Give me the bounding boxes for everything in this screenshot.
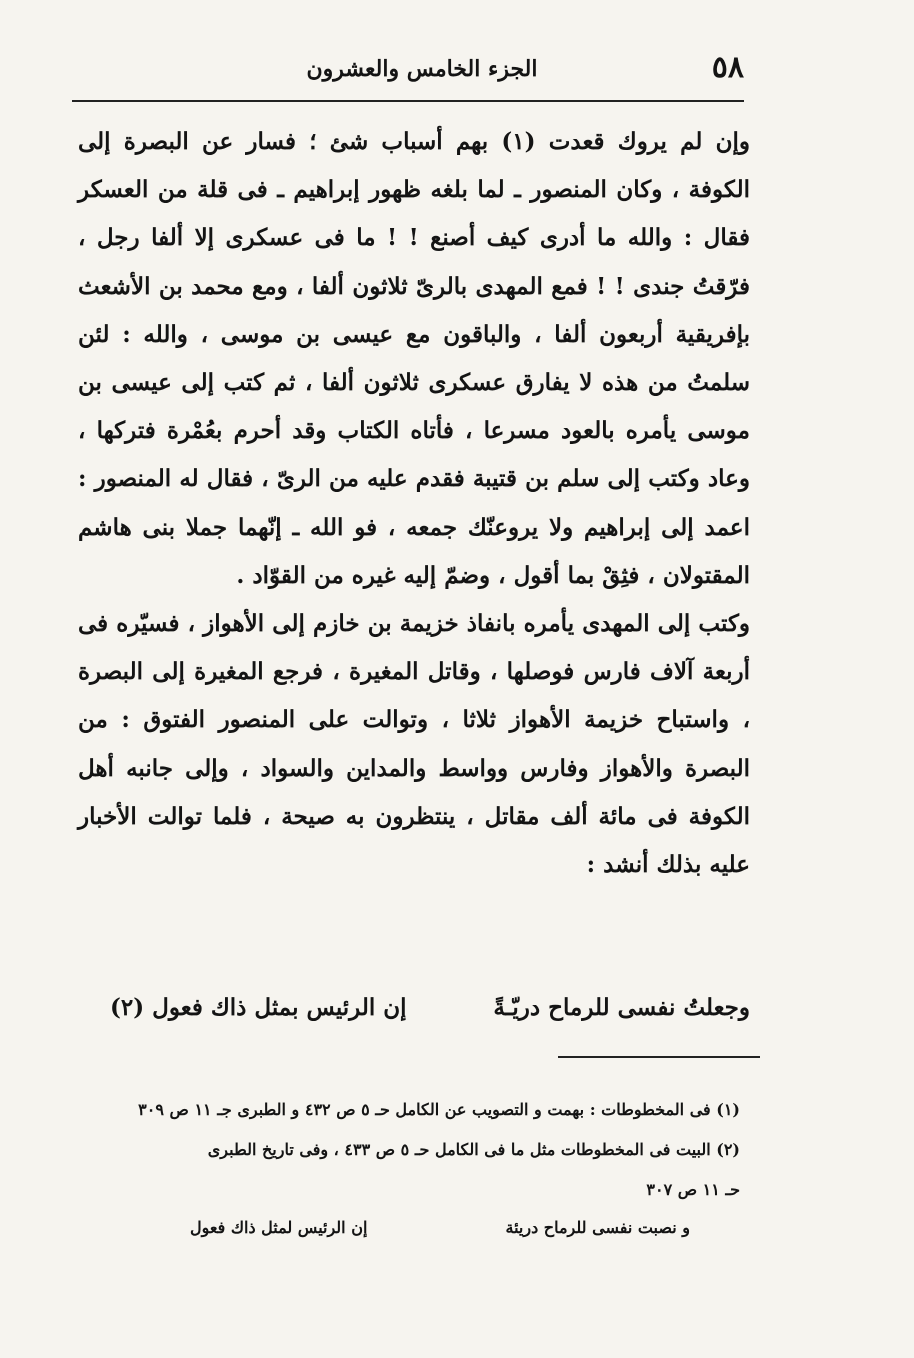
running-title: الجزء الخامس والعشرون [306, 56, 538, 82]
footnote-2-line-1: (٢) البيت فى المخطوطات مثل ما فى الكامل حـ ٥ ص ٤٣٣ ، وفى تاريخ الطبرى [207, 1140, 740, 1159]
verse-second-hemistich: إن الرئيس بمثل ذاك فعول (٢) [110, 994, 407, 1021]
footnote-rule [558, 1056, 760, 1058]
body-text [78, 118, 750, 889]
footnote-2-line-2: حـ ١١ ص ٣٠٧ [646, 1180, 740, 1199]
page-number: ٥٨ [711, 50, 744, 85]
footnote-verse-second: إن الرئيس لمثل ذاك فعول [190, 1218, 368, 1237]
footnote-1: (١) فى المخطوطات : بهمت و التصويب عن الكامل حـ ٥ ص ٤٣٢ و الطبرى جـ ١١ ص ٣٠٩ [138, 1100, 740, 1119]
footnote-verse-first: و نصبت نفسى للرماح دريئة [505, 1218, 690, 1237]
footnotes [108, 1090, 740, 1210]
verse-first-hemistich: وجعلتُ نفسى للرماح دريّـةً [493, 994, 750, 1021]
header-rule [72, 100, 744, 102]
paragraph: وإن لم يروك قعدت (١) بهم أسباب شئ ؛ فسار عن البصرة إلى الكوفة ، وكان المنصور ـ لما بلغه ظهور إبراهيم ـ فى قلة من العسكر فقال : والله ما أدرى كيف أصنع ! ! ما فى عسكرى إلا ألفا رجل ، فرّقتُ جندى ! ! فمع المهدى بالرىّ ثلاثون ألفا ، ومع محمد بن الأشعث بإفريقية أربعون ألفا ، والباقون مع عيسى بن موسى ، والله : لئن سلمتُ من هذه لا يفارق عسكرى ثلاثون ألفا ، ثم كتب إلى عيسى بن موسى يأمره بالعود مسرعا ، فأتاه الكتاب وقد أحرم بعُمْرة فتركها ، وعاد وكتب إلى سلم بن قتيبة فقدم عليه من الرىّ ، فقال له المنصور : اعمد إلى إبراهيم ولا يروعنّك جمعه ، فو الله ـ إنّهما جملا بنى هاشم المقتولان ، فثِقْ بما أقول ، وضمّ إليه غيره من القوّاد . [78, 128, 751, 589]
footnote-verse [190, 1218, 690, 1248]
paragraph: وكتب إلى المهدى يأمره بانفاذ خزيمة بن خازم إلى الأهواز ، فسيّره فى أربعة آلاف فارس فوصلها ، وقاتل المغيرة ، فرجع المغيرة إلى البصرة ، واستباح خزيمة الأهواز ثلاثا ، وتوالت على المنصور الفتوق : من البصرة والأهواز وفارس وواسط والمداين والسواد ، وإلى جانبه أهل الكوفة فى مائة ألف مقاتل ، ينتظرون به صيحة ، فلما توالت الأخبار عليه بذلك أنشد : [78, 610, 750, 879]
page-header [72, 48, 744, 100]
poem-verse [110, 994, 750, 1034]
